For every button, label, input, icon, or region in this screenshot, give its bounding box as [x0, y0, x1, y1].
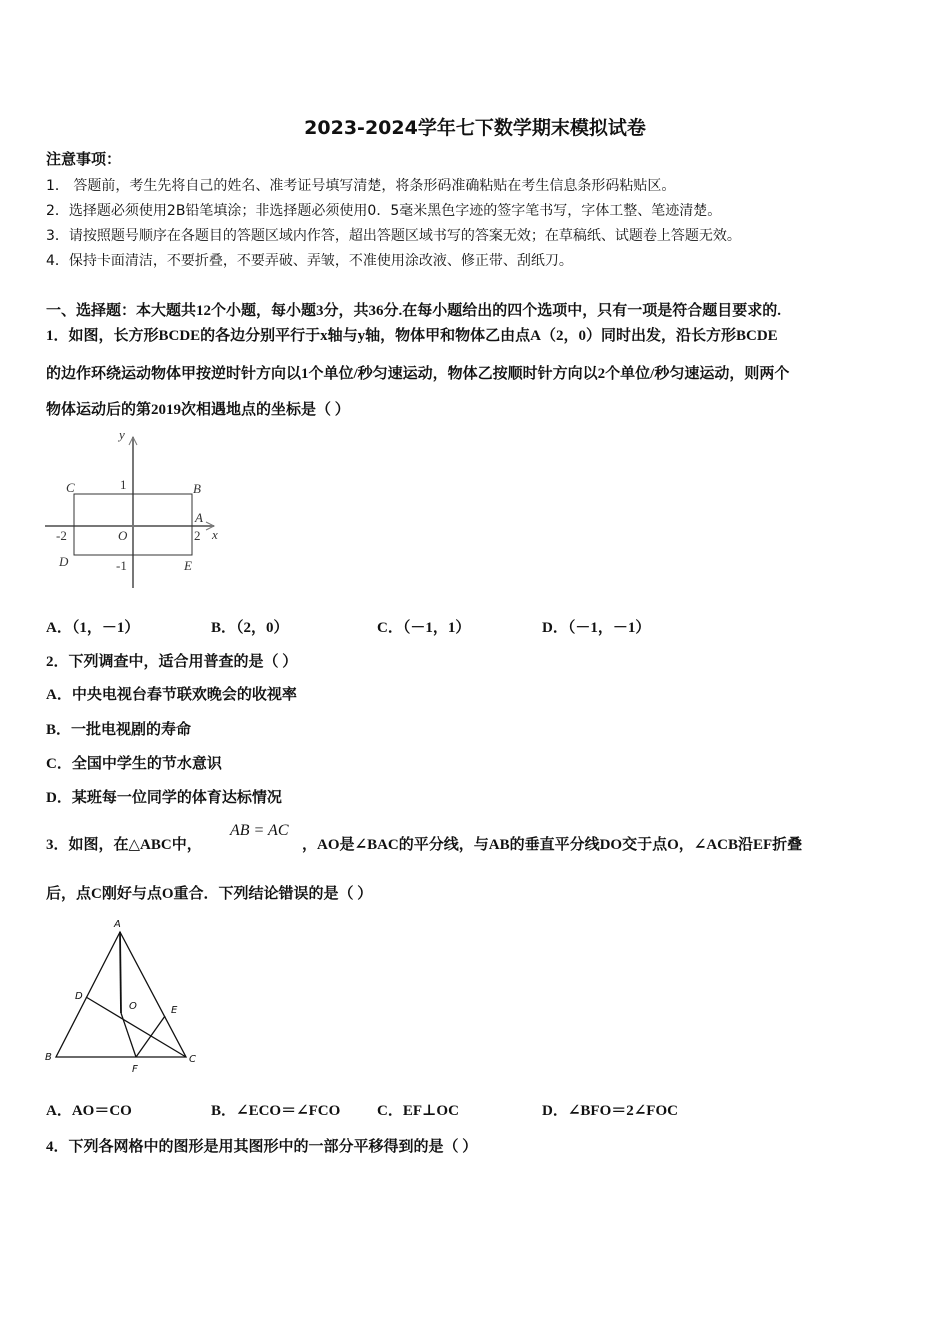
segment-fe [136, 1016, 165, 1057]
question-1-line: 1．如图，长方形BCDE的各边分别平行于x轴与y轴，物体甲和物体乙由点A（2，0）同时出发，沿长方形BCDE [46, 328, 778, 344]
tick-neg-2: -2 [56, 528, 67, 543]
option-b: B．∠ECO＝∠FCO [211, 1103, 341, 1119]
label-c: C [66, 480, 75, 495]
section-heading: 一、选择题：本大题共12个小题，每小题3分，共36分.在每小题给出的四个选项中，只有一项是符合题目要求的. [46, 303, 782, 319]
label-f: F [132, 1064, 138, 1075]
label-o: O [129, 1001, 137, 1012]
label-x: x [212, 527, 218, 542]
option-d: D．某班每一位同学的体育达标情况 [46, 790, 282, 806]
option-b: B．（2，0） [211, 620, 289, 636]
notice-heading: 注意事项： [46, 152, 122, 168]
option-d: D．（－1，－1） [542, 620, 651, 636]
question-4-stem: 4．下列各网格中的图形是用其图形中的一部分平移得到的是（ ） [46, 1139, 478, 1155]
option-c: C．全国中学生的节水意识 [46, 756, 222, 772]
page-title: 2023-2024学年七下数学期末模拟试卷 [304, 117, 646, 139]
option-a: A．AO＝CO [46, 1103, 132, 1119]
label-b: B [45, 1052, 52, 1063]
label-o: O [118, 528, 128, 543]
notice-item: 2．选择题必须使用2B铅笔填涂；非选择题必须使用0．5毫米黑色字迹的签字笔书写，字体工整、笔迹清楚。 [46, 203, 722, 219]
notice-item: 3．请按照题号顺序在各题目的答题区域内作答，超出答题区域书写的答案无效；在草稿纸、试题卷上答题无效。 [46, 228, 741, 244]
label-d: D [75, 991, 83, 1002]
label-e: E [184, 558, 192, 573]
notice-item: 4．保持卡面清洁，不要折叠，不要弄破、弄皱，不准使用涂改液、修正带、刮纸刀。 [46, 253, 573, 269]
option-b: B．一批电视剧的寿命 [46, 722, 192, 738]
question-3-line: 后，点C刚好与点O重合．下列结论错误的是（ ） [46, 886, 373, 902]
tick-2: 2 [194, 528, 201, 543]
label-c: C [189, 1054, 196, 1065]
segment-ao [120, 932, 121, 1013]
option-a: A．（1，－1） [46, 620, 140, 636]
question-1-line: 物体运动后的第2019次相遇地点的坐标是（ ） [46, 402, 350, 418]
label-e: E [171, 1005, 178, 1016]
label-y: y [119, 427, 125, 442]
segment-of [121, 1013, 136, 1057]
question-1-line: 的边作环绕运动物体甲按逆时针方向以1个单位/秒匀速运动，物体乙按顺时针方向以2个单位/秒匀速运动，则两个 [46, 366, 790, 382]
question-2-stem: 2．下列调查中，适合用普查的是（ ） [46, 654, 298, 670]
option-a: A．中央电视台春节联欢晚会的收视率 [46, 687, 297, 703]
label-a: A [195, 510, 203, 525]
option-d: D．∠BFO＝2∠FOC [542, 1103, 678, 1119]
label-b: B [193, 481, 201, 496]
question-3-line: ，AO是∠BAC的平分线，与AB的垂直平分线DO交于点O，∠ACB沿EF折叠 [302, 837, 803, 853]
option-c: C．EF⊥OC [377, 1103, 459, 1119]
question-3-line: 3．如图，在△ABC中， [46, 837, 202, 853]
label-d: D [59, 554, 69, 569]
math-expression: AB = AC [230, 822, 289, 839]
label-a: A [114, 919, 121, 930]
notice-item: 1． 答题前，考生先将自己的姓名、准考证号填写清楚，将条形码准确粘贴在考生信息条形码粘贴区。 [46, 178, 676, 194]
tick-1: 1 [120, 477, 127, 492]
option-c: C．（－1，1） [377, 620, 471, 636]
tick-neg-1: -1 [116, 558, 127, 573]
